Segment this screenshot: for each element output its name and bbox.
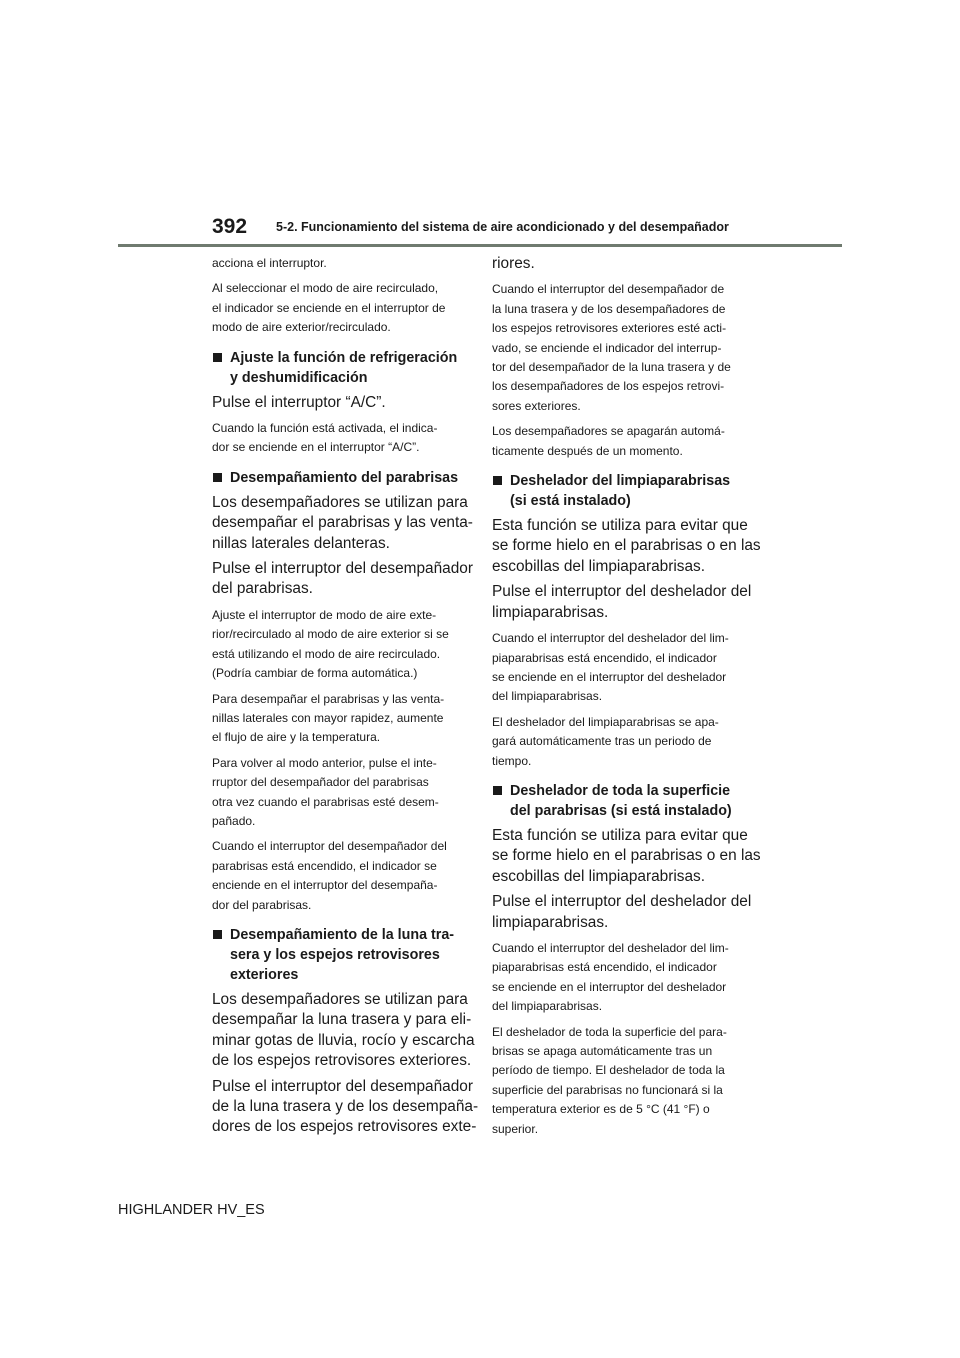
text-line: modo de aire exterior/recirculado.	[212, 320, 391, 335]
text-line: pañado.	[212, 813, 256, 828]
text-line: del parabrisas.	[212, 580, 313, 598]
text-line: del limpiaparabrisas.	[492, 999, 603, 1014]
text-line: Al seleccionar el modo de aire recirculado,	[212, 281, 439, 296]
text-line: gará automáticamente tras un periodo de	[492, 734, 712, 749]
text-line: los espejos retrovisores exteriores esté acti-	[492, 321, 727, 336]
heading-square-icon	[493, 786, 502, 795]
text-line: Deshelador de toda la superficie	[510, 782, 731, 799]
note-text	[212, 690, 467, 748]
text-line: el indicador se enciende en el interruptor de	[212, 300, 446, 315]
text-line: la luna trasera y de los desempañadores de	[492, 301, 726, 316]
text-line: escobillas del limpiaparabrisas.	[492, 867, 706, 885]
text-line: temperatura exterior es de 5 °C (41 °F) o	[492, 1102, 710, 1117]
note-text	[492, 1023, 747, 1139]
text-line: del parabrisas (si está instalado)	[510, 802, 732, 819]
text-line: riores.	[492, 255, 535, 272]
text-line: Ajuste el interruptor de modo de aire exte-	[212, 607, 437, 622]
text-line: Los desempañadores se apagarán automá-	[492, 424, 725, 439]
text-line: Esta función se utiliza para evitar que	[492, 517, 748, 535]
heading-square-icon	[493, 476, 502, 485]
text-line: sores exteriores.	[492, 398, 581, 413]
section-heading	[212, 348, 467, 388]
text-line: rior/recirculado al modo de aire exterior si se	[212, 627, 449, 642]
note-text	[492, 939, 747, 1017]
body-text	[492, 254, 747, 274]
body-text	[492, 516, 761, 577]
text-line: Pulse el interruptor del desempañador	[212, 560, 473, 578]
body-text	[212, 393, 467, 413]
text-line: se forme hielo en el parabrisas o en las	[492, 847, 761, 865]
text-line: nillas laterales delanteras.	[212, 534, 390, 552]
left-column	[212, 254, 479, 1138]
text-line: los desempañadores de los espejos retrovi-	[492, 379, 725, 394]
text-line: tiempo.	[492, 753, 532, 768]
text-line: Los desempañadores se utilizan para	[212, 990, 468, 1008]
text-line: Deshelador del limpiaparabrisas	[510, 473, 731, 490]
text-line: de la luna trasera y de los desempaña-	[212, 1098, 479, 1115]
body-text	[492, 826, 761, 887]
text-line: Cuando el interruptor del deshelador del lim-	[492, 631, 729, 646]
text-line: desempañar la luna trasera y para eli-	[212, 1011, 472, 1029]
text-line: superior.	[492, 1121, 539, 1136]
text-line: Pulse el interruptor “A/C”.	[212, 393, 386, 411]
body-text	[492, 582, 752, 623]
text-line: el flujo de aire y la temperatura.	[212, 730, 381, 745]
note-text	[492, 629, 747, 707]
text-line: limpiaparabrisas.	[492, 913, 609, 931]
text-line: Cuando el interruptor del desempañador de	[492, 282, 725, 297]
text-line: Los desempañadores se utilizan para	[212, 493, 468, 511]
body-text	[212, 559, 473, 600]
text-line: brisas se apaga automáticamente tras un	[492, 1044, 713, 1058]
text-line: se enciende en el interruptor del deshelador	[492, 669, 727, 684]
section-heading	[212, 925, 467, 985]
text-line: Cuando el interruptor del desempañador del	[212, 839, 447, 854]
text-line: Pulse el interruptor del deshelador del	[492, 893, 752, 911]
note-text	[492, 422, 747, 461]
text-line: desempañar el parabrisas y las venta-	[212, 514, 473, 532]
text-line: de los espejos retrovisores exteriores.	[212, 1052, 472, 1070]
text-line: piaparabrisas está encendido, el indicador	[492, 650, 717, 665]
note-text	[212, 754, 467, 832]
heading-square-icon	[213, 353, 222, 362]
text-line: (si está instalado)	[510, 493, 631, 510]
note-text	[212, 837, 467, 915]
page-number: 392	[212, 215, 248, 238]
body-text	[212, 990, 475, 1072]
text-line: Cuando el interruptor del deshelador del lim-	[492, 940, 729, 955]
text-line: limpiaparabrisas.	[492, 603, 609, 621]
body-text	[492, 892, 752, 933]
text-line: minar gotas de lluvia, rocío y escarcha	[212, 1031, 475, 1049]
footer-model-name: HIGHLANDER HV_ES	[118, 1202, 265, 1218]
text-line: Desempañamiento de la luna tra-	[230, 926, 455, 943]
text-line: nillas laterales con mayor rapidez, aumente	[212, 710, 444, 725]
text-line: otra vez cuando el parabrisas esté desem-	[212, 794, 439, 809]
text-line: Para desempañar el parabrisas y las venta-	[212, 691, 445, 706]
section-heading	[212, 468, 467, 488]
heading-square-icon	[213, 473, 222, 482]
text-line: Pulse el interruptor del desempañador	[212, 1077, 473, 1095]
text-line: y deshumidificación	[230, 369, 368, 386]
text-line: El deshelador de toda la superficie del para-	[492, 1024, 727, 1039]
text-line: Ajuste la función de refrigeración	[230, 349, 458, 366]
text-line: Cuando la función está activada, el indica-	[212, 421, 438, 436]
text-line: Pulse el interruptor del deshelador del	[492, 583, 752, 601]
section-heading	[492, 471, 747, 511]
note-text	[492, 713, 747, 771]
text-line: Para volver al modo anterior, pulse el inte-	[212, 755, 437, 770]
text-line: exteriores	[230, 966, 299, 983]
heading-square-icon	[213, 930, 222, 939]
text-line: Esta función se utiliza para evitar que	[492, 826, 748, 844]
text-line: rruptor del desempañador del parabrisas	[212, 775, 429, 790]
text-line: período de tiempo. El deshelador de toda la	[492, 1063, 725, 1078]
section-heading	[492, 781, 747, 821]
text-line: dor se enciende en el interruptor “A/C”.	[212, 440, 420, 455]
text-line: El deshelador del limpiaparabrisas se apa-	[492, 714, 719, 729]
text-line: parabrisas está encendido, el indicador se	[212, 858, 437, 873]
paragraph	[212, 279, 467, 337]
header-divider	[118, 244, 842, 247]
text-line: está utilizando el modo de aire recirculado.	[212, 646, 441, 661]
text-line: acciona el interruptor.	[212, 256, 327, 270]
body-text	[212, 493, 473, 554]
text-line: enciende en el interruptor del desempaña-	[212, 878, 438, 893]
text-line: dor del parabrisas.	[212, 897, 312, 912]
chapter-title: 5-2. Funcionamiento del sistema de aire acondicionado y del desempañador	[276, 220, 729, 234]
text-line: piaparabrisas está encendido, el indicador	[492, 960, 717, 975]
note-text	[212, 606, 467, 684]
text-line: sera y los espejos retrovisores	[230, 946, 440, 963]
text-line: superficie del parabrisas no funcionará si la	[492, 1082, 723, 1097]
text-line: vado, se enciende el indicador del interrup-	[492, 340, 722, 355]
paragraph	[212, 254, 467, 273]
text-line: se enciende en el interruptor del deshelador	[492, 979, 727, 994]
text-line: Desempañamiento del parabrisas	[230, 469, 459, 486]
text-line: (Podría cambiar de forma automática.)	[212, 666, 418, 681]
text-line: ticamente después de un momento.	[492, 443, 683, 458]
text-line: del limpiaparabrisas.	[492, 689, 603, 704]
body-text	[212, 1077, 479, 1138]
text-line: dores de los espejos retrovisores exte-	[212, 1118, 477, 1136]
right-column	[492, 254, 761, 1139]
text-line: escobillas del limpiaparabrisas.	[492, 557, 706, 575]
note-text	[492, 280, 747, 416]
note-text	[212, 419, 467, 458]
text-line: tor del desempañador de la luna trasera y de	[492, 360, 731, 375]
text-line: se forme hielo en el parabrisas o en las	[492, 537, 761, 555]
